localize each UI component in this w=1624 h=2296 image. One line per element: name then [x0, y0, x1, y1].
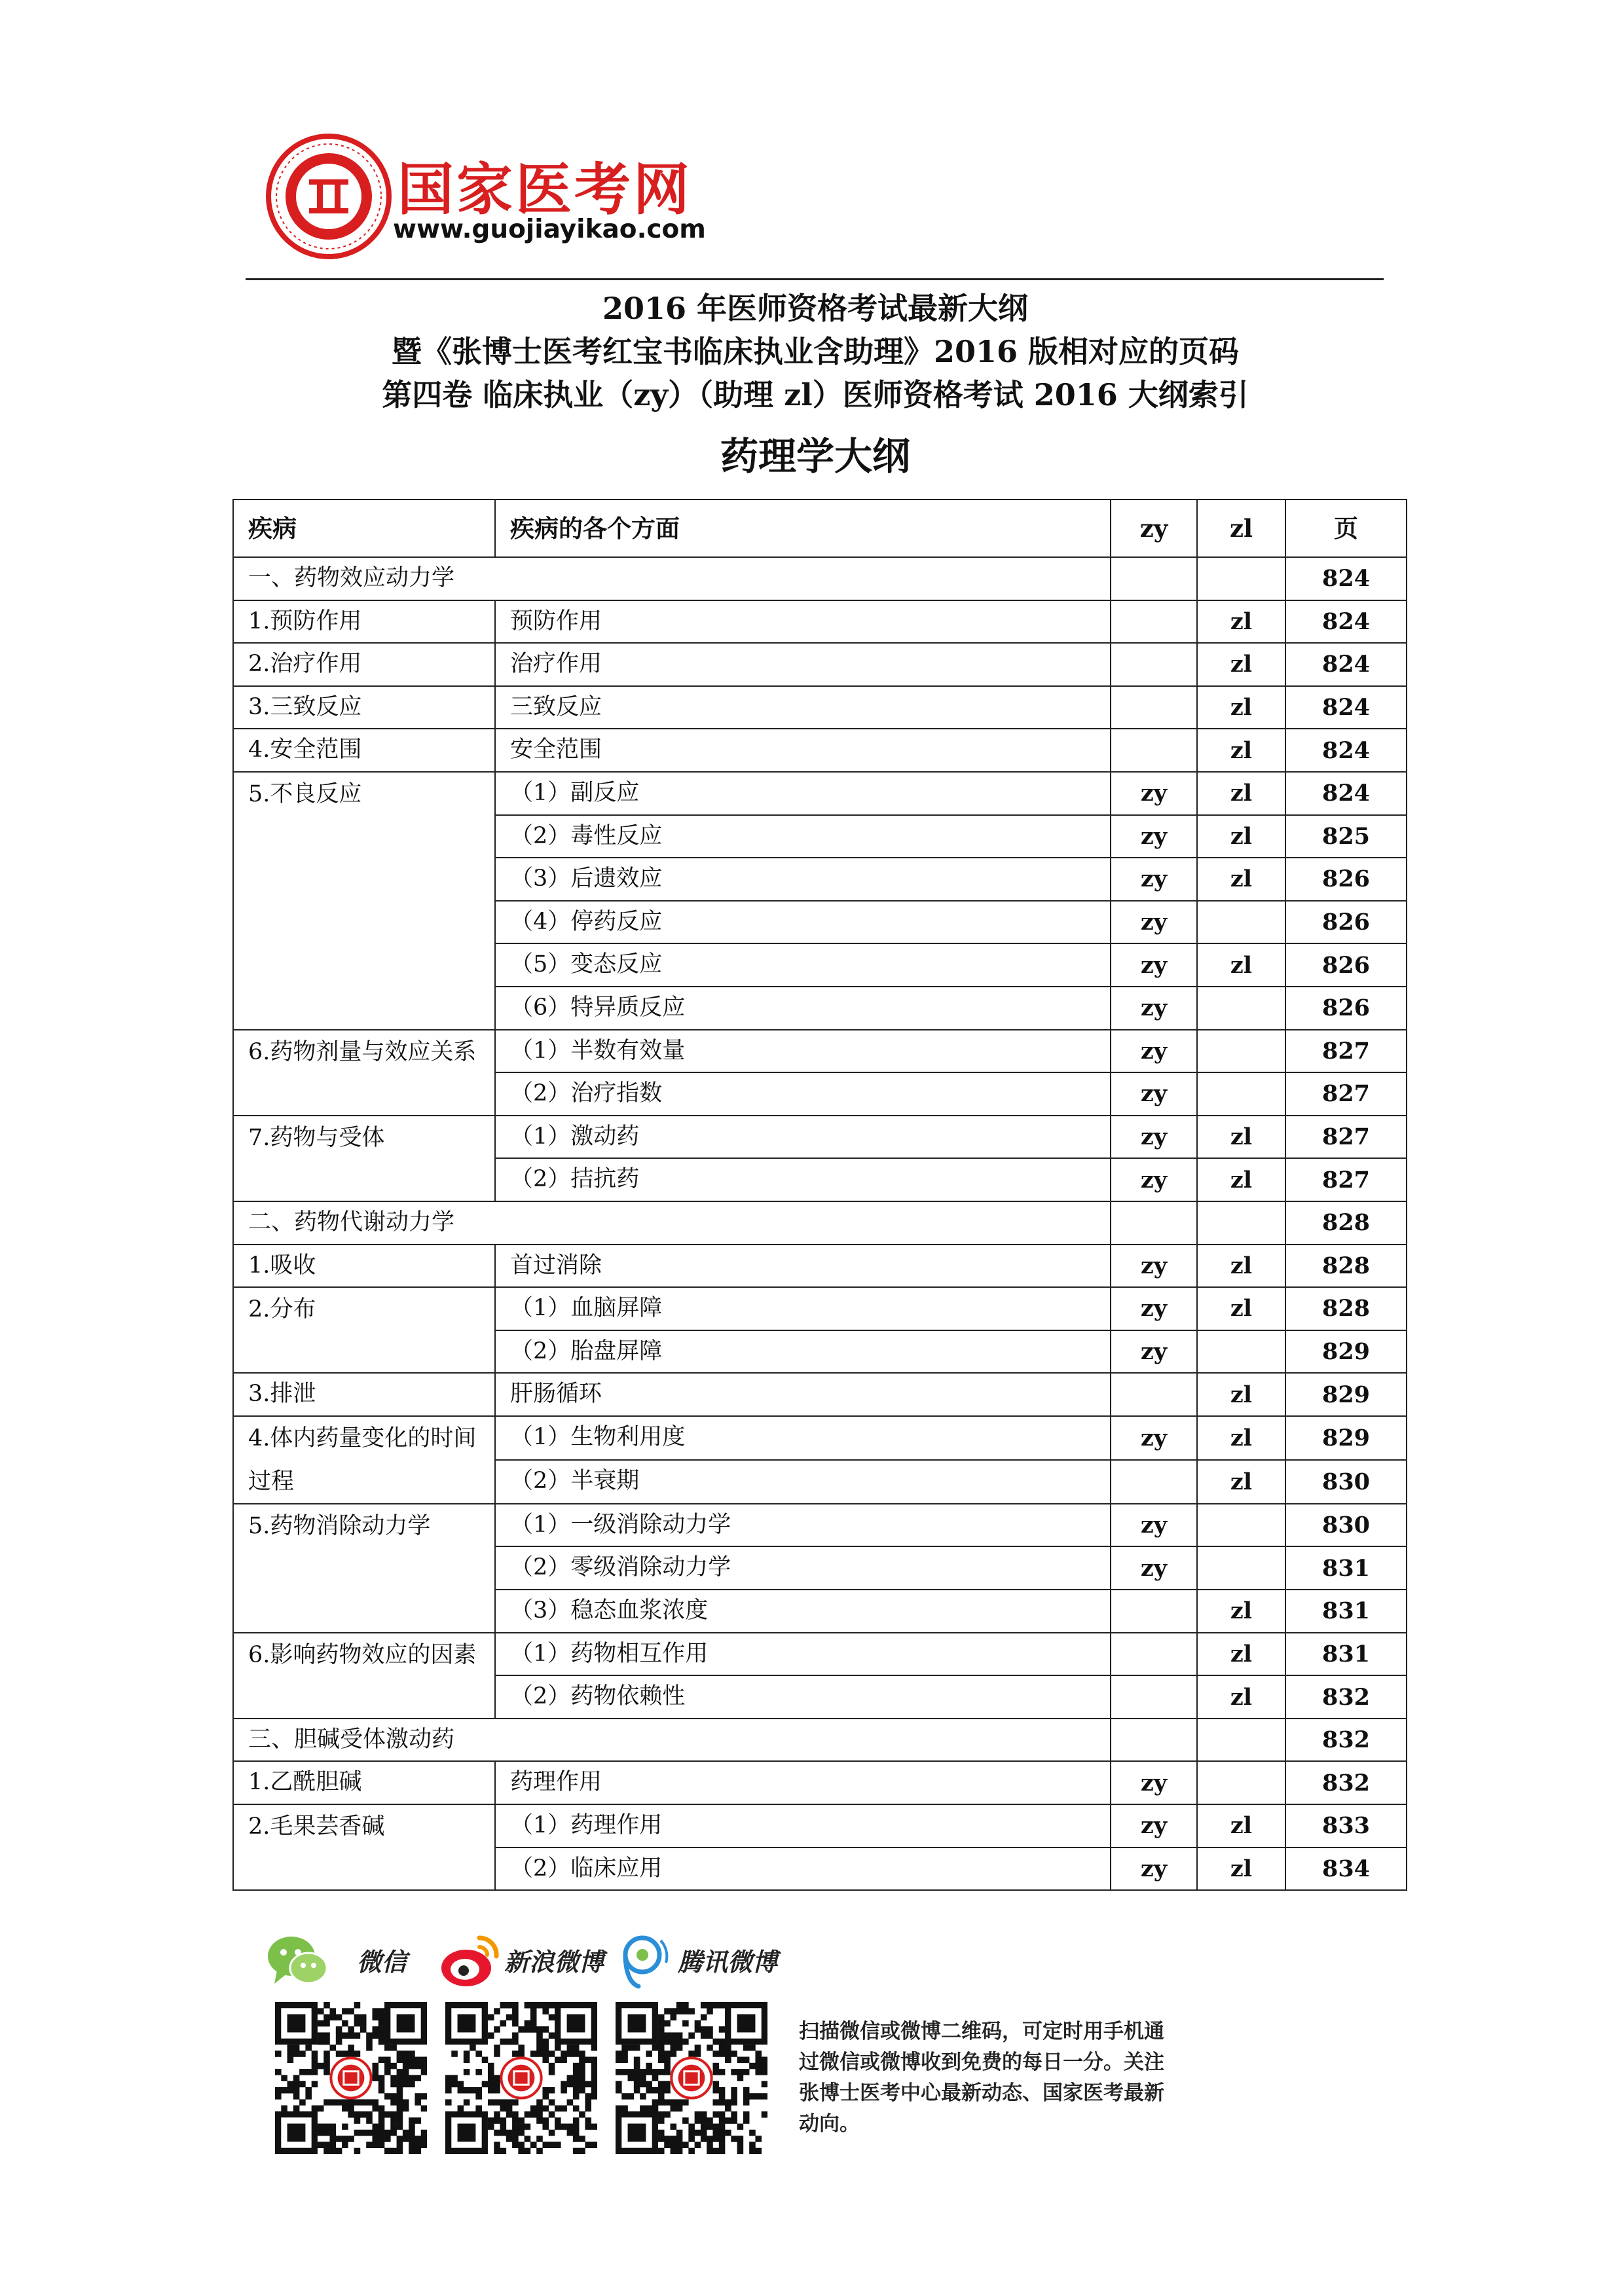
aspect-cell: 三致反应 — [495, 686, 1111, 729]
aspect-cell: 药理作用 — [495, 1761, 1111, 1804]
aspect-cell: （1）血脑屏障 — [495, 1287, 1111, 1330]
zl-cell: zl — [1197, 1158, 1285, 1201]
wechat-icon — [265, 1931, 331, 1990]
page-cell: 826 — [1285, 858, 1407, 901]
zl-cell — [1197, 1201, 1285, 1245]
aspect-cell: （1）生物利用度 — [495, 1416, 1111, 1460]
page-cell: 831 — [1285, 1590, 1407, 1633]
zl-cell: zl — [1197, 1373, 1285, 1416]
page-title: 药理学大纲 — [720, 434, 910, 479]
page-cell: 830 — [1285, 1460, 1407, 1504]
zy-cell — [1111, 1373, 1197, 1416]
zl-cell: zl — [1197, 1245, 1285, 1288]
page-cell: 828 — [1285, 1201, 1407, 1245]
aspect-cell: （2）零级消除动力学 — [495, 1546, 1111, 1590]
aspect-cell: （1）激动药 — [495, 1116, 1111, 1159]
zl-cell — [1197, 1719, 1285, 1762]
outline-table — [232, 499, 1407, 1891]
zy-cell: zy — [1111, 1330, 1197, 1374]
zl-cell — [1197, 1030, 1285, 1073]
zy-cell: zy — [1111, 1116, 1197, 1159]
table-row — [233, 1245, 1407, 1288]
table-row — [233, 729, 1407, 772]
aspect-cell: （2）胎盘屏障 — [495, 1330, 1111, 1374]
zl-cell — [1197, 1761, 1285, 1804]
qr-caption: 扫描微信或微博二维码，可定时用手机通过微信或微博收到免费的每日一分。关注张博士医考中心最新动态、国家医考最新动向。 — [799, 2020, 1164, 2136]
page-cell: 833 — [1285, 1804, 1407, 1848]
page-cell: 829 — [1285, 1330, 1407, 1374]
table-row — [233, 772, 1407, 815]
zl-cell: zl — [1197, 1675, 1285, 1719]
zl-cell: zl — [1197, 1590, 1285, 1633]
brand-url[interactable]: www.guojiayikao.com — [393, 215, 706, 244]
aspect-cell: （2）临床应用 — [495, 1848, 1111, 1891]
aspect-cell: （2）毒性反应 — [495, 815, 1111, 858]
zy-cell — [1111, 1460, 1197, 1504]
zy-cell: zy — [1111, 1287, 1197, 1330]
section-title: 一、药物效应动力学 — [233, 557, 1111, 600]
aspect-cell: （5）变态反应 — [495, 943, 1111, 987]
aspect-cell: （3）稳态血浆浓度 — [495, 1590, 1111, 1633]
zy-cell: zy — [1111, 1072, 1197, 1116]
aspect-cell: （6）特异质反应 — [495, 987, 1111, 1030]
aspect-cell: 安全范围 — [495, 729, 1111, 772]
disease-cell: 6.影响药物效应的因素 — [233, 1633, 495, 1719]
aspect-cell: （1）药物相互作用 — [495, 1633, 1111, 1676]
zy-cell: zy — [1111, 815, 1197, 858]
aspect-cell: （2）药物依赖性 — [495, 1675, 1111, 1719]
zy-cell — [1111, 1675, 1197, 1719]
section-title: 三、胆碱受体激动药 — [233, 1719, 1111, 1762]
zy-cell: zy — [1111, 1416, 1197, 1460]
disease-cell: 4.体内药量变化的时间过程 — [233, 1416, 495, 1504]
table-row — [233, 1761, 1407, 1804]
zy-cell — [1111, 600, 1197, 644]
tencent-weibo-label: 腾讯微博 — [678, 1948, 778, 1977]
page-cell: 827 — [1285, 1072, 1407, 1116]
zl-cell: zl — [1197, 1633, 1285, 1676]
page-cell: 827 — [1285, 1030, 1407, 1073]
sina-weibo-qr-code[interactable] — [445, 2002, 597, 2154]
aspect-cell: （1）半数有效量 — [495, 1030, 1111, 1073]
header-zy: zy — [1111, 500, 1197, 557]
disease-cell: 1.乙酰胆碱 — [233, 1761, 495, 1804]
disease-cell: 5.药物消除动力学 — [233, 1504, 495, 1633]
zl-cell — [1197, 1546, 1285, 1590]
disease-cell: 2.毛果芸香碱 — [233, 1804, 495, 1890]
table-row — [233, 1116, 1407, 1159]
qr-pattern — [275, 2002, 427, 2154]
aspect-cell: （1）药理作用 — [495, 1804, 1111, 1848]
page-cell: 824 — [1285, 686, 1407, 729]
page-cell: 827 — [1285, 1116, 1407, 1159]
zl-cell: zl — [1197, 1416, 1285, 1460]
sina-weibo-icon — [439, 1931, 502, 1990]
disease-cell: 5.不良反应 — [233, 772, 495, 1030]
zl-cell: zl — [1197, 815, 1285, 858]
zy-cell: zy — [1111, 901, 1197, 944]
zy-cell: zy — [1111, 1245, 1197, 1288]
zy-cell: zy — [1111, 772, 1197, 815]
zl-cell: zl — [1197, 943, 1285, 987]
seal-logo-icon — [263, 131, 394, 262]
title-line-2: 暨《张博士医考红宝书临床执业含助理》2016 版相对应的页码 — [391, 334, 1240, 369]
header-divider — [246, 278, 1384, 280]
disease-cell: 7.药物与受体 — [233, 1116, 495, 1201]
aspect-cell: 首过消除 — [495, 1245, 1111, 1288]
zy-cell: zy — [1111, 1158, 1197, 1201]
disease-cell: 1.吸收 — [233, 1245, 495, 1288]
zy-cell — [1111, 1201, 1197, 1245]
zy-cell: zy — [1111, 987, 1197, 1030]
disease-cell: 6.药物剂量与效应关系 — [233, 1030, 495, 1116]
zl-cell — [1197, 557, 1285, 600]
site-logo[interactable] — [263, 131, 709, 262]
zl-cell — [1197, 1072, 1285, 1116]
zy-cell: zy — [1111, 1848, 1197, 1891]
disease-cell: 4.安全范围 — [233, 729, 495, 772]
page-cell: 824 — [1285, 772, 1407, 815]
wechat-qr-code[interactable] — [275, 2002, 427, 2154]
zy-cell: zy — [1111, 1804, 1197, 1848]
page-cell: 830 — [1285, 1504, 1407, 1547]
zy-cell: zy — [1111, 858, 1197, 901]
sina-weibo-label: 新浪微博 — [504, 1948, 604, 1977]
disease-cell: 3.三致反应 — [233, 686, 495, 729]
wechat-link[interactable] — [265, 1931, 422, 1990]
aspect-cell: 肝肠循环 — [495, 1373, 1111, 1416]
zl-cell: zl — [1197, 1287, 1285, 1330]
header-page: 页 — [1285, 500, 1407, 557]
zy-cell: zy — [1111, 1504, 1197, 1547]
table-row — [233, 1030, 1407, 1073]
zl-cell: zl — [1197, 729, 1285, 772]
page-cell: 834 — [1285, 1848, 1407, 1891]
aspect-cell: （2）半衰期 — [495, 1460, 1111, 1504]
table-row — [233, 600, 1407, 644]
table-row — [233, 643, 1407, 686]
disease-cell: 3.排泄 — [233, 1373, 495, 1416]
tencent-weibo-link[interactable] — [612, 1931, 796, 1990]
page-cell: 829 — [1285, 1373, 1407, 1416]
page-cell: 832 — [1285, 1761, 1407, 1804]
zy-cell — [1111, 1719, 1197, 1762]
table-row — [233, 1633, 1407, 1676]
title-line-1: 2016 年医师资格考试最新大纲 — [602, 291, 1029, 326]
zy-cell — [1111, 557, 1197, 600]
zy-cell — [1111, 1590, 1197, 1633]
zl-cell: zl — [1197, 772, 1285, 815]
zl-cell: zl — [1197, 858, 1285, 901]
table-row — [233, 1504, 1407, 1547]
aspect-cell: （1）一级消除动力学 — [495, 1504, 1111, 1547]
page-cell: 832 — [1285, 1675, 1407, 1719]
table-row — [233, 1373, 1407, 1416]
zl-cell: zl — [1197, 1460, 1285, 1504]
page-cell: 829 — [1285, 1416, 1407, 1460]
page-cell: 828 — [1285, 1245, 1407, 1288]
table-row — [233, 1416, 1407, 1460]
page-cell: 826 — [1285, 901, 1407, 944]
header-aspect: 疾病的各个方面 — [495, 500, 1111, 557]
page-cell: 832 — [1285, 1719, 1407, 1762]
zl-cell — [1197, 987, 1285, 1030]
page-cell: 827 — [1285, 1158, 1407, 1201]
section-row — [233, 1719, 1407, 1762]
page-cell: 824 — [1285, 600, 1407, 644]
zy-cell: zy — [1111, 1761, 1197, 1804]
sina-weibo-link[interactable] — [439, 1931, 609, 1990]
aspect-cell: （3）后遗效应 — [495, 858, 1111, 901]
page-cell: 826 — [1285, 943, 1407, 987]
page-cell: 826 — [1285, 987, 1407, 1030]
zy-cell — [1111, 686, 1197, 729]
aspect-cell: （2）拮抗药 — [495, 1158, 1111, 1201]
page-cell: 831 — [1285, 1546, 1407, 1590]
zl-cell: zl — [1197, 600, 1285, 644]
brand-name: 国家医考网 — [397, 157, 692, 223]
header-zl: zl — [1197, 500, 1285, 557]
zy-cell — [1111, 729, 1197, 772]
page-cell: 828 — [1285, 1287, 1407, 1330]
section-row — [233, 1201, 1407, 1245]
zy-cell — [1111, 643, 1197, 686]
zl-cell — [1197, 1504, 1285, 1547]
page-cell: 824 — [1285, 557, 1407, 600]
zy-cell — [1111, 1633, 1197, 1676]
zy-cell: zy — [1111, 1030, 1197, 1073]
wechat-label: 微信 — [357, 1948, 407, 1977]
zl-cell: zl — [1197, 1804, 1285, 1848]
zl-cell — [1197, 901, 1285, 944]
aspect-cell: （4）停药反应 — [495, 901, 1111, 944]
disease-cell: 2.分布 — [233, 1287, 495, 1373]
aspect-cell: 预防作用 — [495, 600, 1111, 644]
zl-cell: zl — [1197, 1116, 1285, 1159]
page-cell: 824 — [1285, 729, 1407, 772]
section-title: 二、药物代谢动力学 — [233, 1201, 1111, 1245]
page-cell: 831 — [1285, 1633, 1407, 1676]
page-cell: 825 — [1285, 815, 1407, 858]
zl-cell: zl — [1197, 686, 1285, 729]
footer — [265, 1931, 1182, 2193]
qr-pattern — [445, 2002, 597, 2154]
table-row — [233, 686, 1407, 729]
header-disease: 疾病 — [233, 500, 495, 557]
aspect-cell: （2）治疗指数 — [495, 1072, 1111, 1116]
aspect-cell: （1）副反应 — [495, 772, 1111, 815]
section-row — [233, 557, 1407, 600]
disease-cell: 2.治疗作用 — [233, 643, 495, 686]
table-row — [233, 1804, 1407, 1848]
disease-cell: 1.预防作用 — [233, 600, 495, 644]
title-block — [232, 287, 1398, 416]
zl-cell: zl — [1197, 1848, 1285, 1891]
title-line-3: 第四卷 临床执业（zy）（助理 zl）医师资格考试 2016 大纲索引 — [382, 377, 1249, 412]
qr-pattern — [616, 2002, 767, 2154]
table-row — [233, 1287, 1407, 1330]
tencent-weibo-icon — [612, 1931, 675, 1990]
zl-cell: zl — [1197, 643, 1285, 686]
tencent-weibo-qr-code[interactable] — [616, 2002, 767, 2154]
zy-cell: zy — [1111, 1546, 1197, 1590]
table-header-row — [233, 500, 1407, 557]
zy-cell: zy — [1111, 943, 1197, 987]
zl-cell — [1197, 1330, 1285, 1374]
page-cell: 824 — [1285, 643, 1407, 686]
aspect-cell: 治疗作用 — [495, 643, 1111, 686]
